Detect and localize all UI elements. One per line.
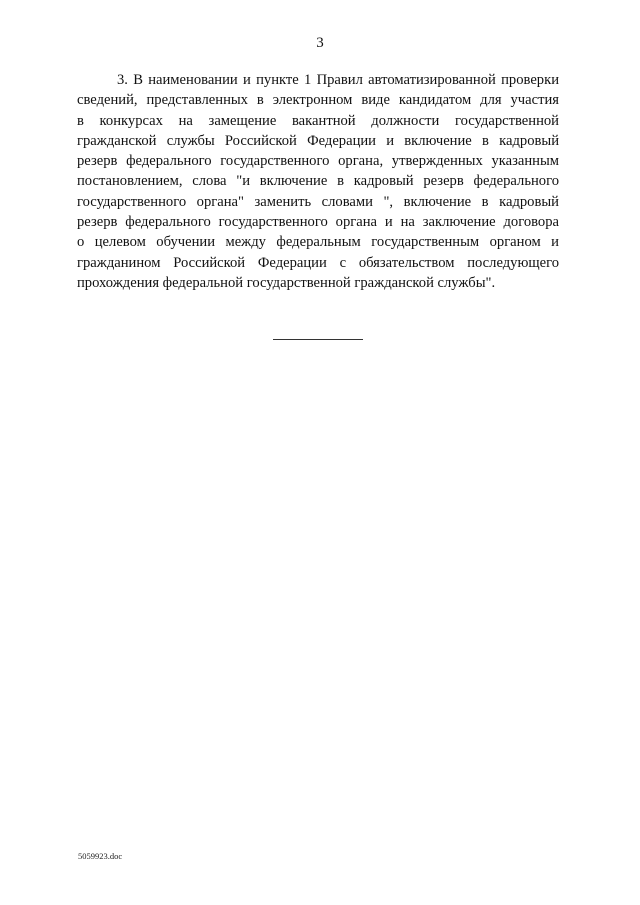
footer-filename: 5059923.doc — [78, 851, 123, 861]
paragraph-line: сведений, представленных в электронном виде кандидатом для участия — [77, 92, 559, 109]
paragraph-line: резерв федерального государственного органа и на заключение договора — [77, 214, 559, 231]
paragraph-line: в конкурсах на замещение вакантной должности государственной — [77, 112, 559, 129]
paragraph-line: гражданином Российской Федерации с обязательством последующего — [77, 254, 559, 271]
paragraph-line: прохождения федеральной государственной гражданской службы". — [77, 274, 496, 291]
amendment-paragraph — [77, 70, 559, 293]
end-separator-line — [273, 339, 363, 340]
paragraph-line: о целевом обучении между федеральным государственным органом и — [77, 234, 559, 251]
page-number: 3 — [316, 35, 324, 51]
paragraph-line: 3. В наименовании и пункте 1 Правил автоматизированной проверки — [117, 72, 559, 88]
paragraph-line: государственного органа" заменить словами ", включение в кадровый — [77, 193, 559, 210]
paragraph-line: резерв федерального государственного органа, утвержденных указанным — [77, 153, 559, 170]
paragraph-line: гражданской службы Российской Федерации и включение в кадровый — [77, 132, 559, 149]
paragraph-line: постановлением, слова "и включение в кадровый резерв федерального — [77, 173, 559, 190]
